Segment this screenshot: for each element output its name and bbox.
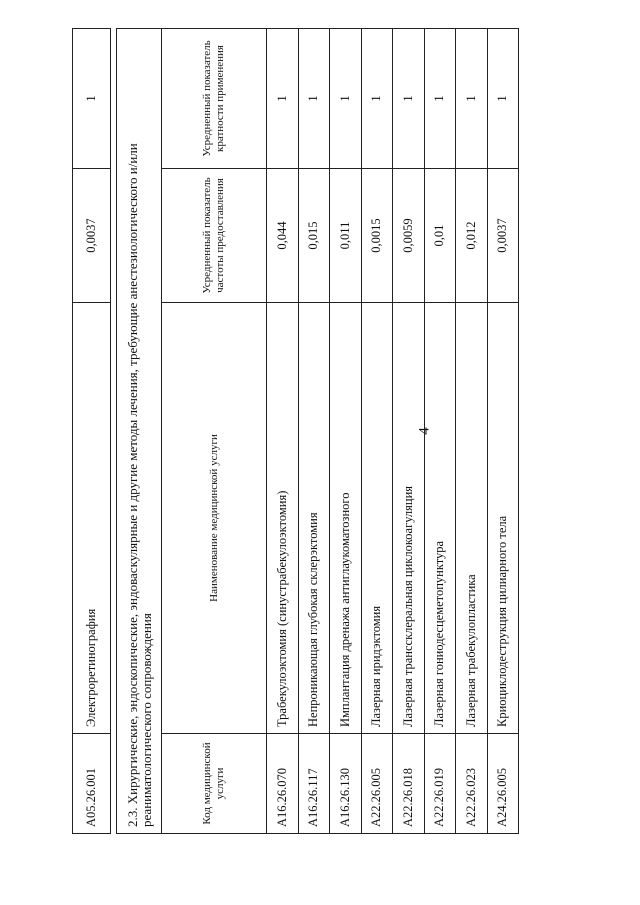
service-code: A22.26.019 — [424, 734, 456, 834]
frequency-value: 0,01 — [424, 169, 456, 303]
frequency-value: 0,0015 — [361, 169, 393, 303]
multiplicity-value: 1 — [393, 28, 425, 168]
table-row — [73, 29, 111, 834]
service-name: Криоциклодеструкция цилиарного тела — [487, 303, 519, 734]
service-name: Трабекулоэктомия (синустрабекулоэктомия) — [267, 303, 299, 734]
frequency-value: 0,044 — [267, 169, 299, 303]
header-name: Наименование медицинской услуги — [162, 303, 267, 734]
service-code: A16.26.070 — [267, 734, 299, 834]
service-code: A22.26.005 — [361, 734, 393, 834]
surgical-services-table — [116, 28, 519, 834]
header-multiplicity: Усредненный показатель кратности применения — [162, 28, 267, 168]
service-code: A22.26.023 — [456, 734, 488, 834]
service-name: Лазерная иридэктомия — [361, 303, 393, 734]
header-frequency: Усредненный показатель частоты предоставления — [162, 169, 267, 303]
table-row — [393, 28, 425, 833]
section-title: 2.3. Хирургические, эндоскопические, эндоваскулярные и другие методы лечения, требующие анестезиологического и/или реаниматологического сопровождения — [117, 28, 162, 833]
frequency-value: 0,0037 — [73, 169, 111, 303]
service-code: A16.26.130 — [330, 734, 362, 834]
service-name: Непроникающая глубокая склерэктомия — [298, 303, 330, 734]
table-row — [330, 28, 362, 833]
service-name: Лазерная трабекулопластика — [456, 303, 488, 734]
service-name: Электроретинография — [73, 303, 111, 734]
page-number: 4 — [416, 427, 433, 435]
multiplicity-value: 1 — [424, 28, 456, 168]
table-row — [456, 28, 488, 833]
multiplicity-value: 1 — [298, 28, 330, 168]
header-code: Код медицинской услуги — [162, 734, 267, 834]
service-name: Лазерная гониодесцеметопунктура — [424, 303, 456, 734]
multiplicity-value: 1 — [456, 28, 488, 168]
multiplicity-value: 1 — [267, 28, 299, 168]
service-code: A24.26.005 — [487, 734, 519, 834]
service-name: Имплантация дренажа антиглаукоматозного — [330, 303, 362, 734]
multiplicity-value: 1 — [330, 28, 362, 168]
service-code: A16.26.117 — [298, 734, 330, 834]
table-row — [487, 28, 519, 833]
service-code: A22.26.018 — [393, 734, 425, 834]
multiplicity-value: 1 — [361, 28, 393, 168]
multiplicity-value: 1 — [487, 28, 519, 168]
table-row — [298, 28, 330, 833]
frequency-value: 0,015 — [298, 169, 330, 303]
frequency-value: 0,012 — [456, 169, 488, 303]
document-sheet — [72, 29, 608, 834]
service-code: A05.26.001 — [73, 734, 111, 834]
multiplicity-value: 1 — [73, 29, 111, 169]
frequency-value: 0,0037 — [487, 169, 519, 303]
table-row — [424, 28, 456, 833]
frequency-value: 0,0059 — [393, 169, 425, 303]
top-service-table — [72, 28, 111, 834]
header-row — [162, 28, 267, 833]
service-name: Лазерная транссклеральная циклокоагуляция — [393, 303, 425, 734]
section-title-row — [117, 28, 162, 833]
table-row — [361, 28, 393, 833]
table-row — [267, 28, 299, 833]
frequency-value: 0,011 — [330, 169, 362, 303]
